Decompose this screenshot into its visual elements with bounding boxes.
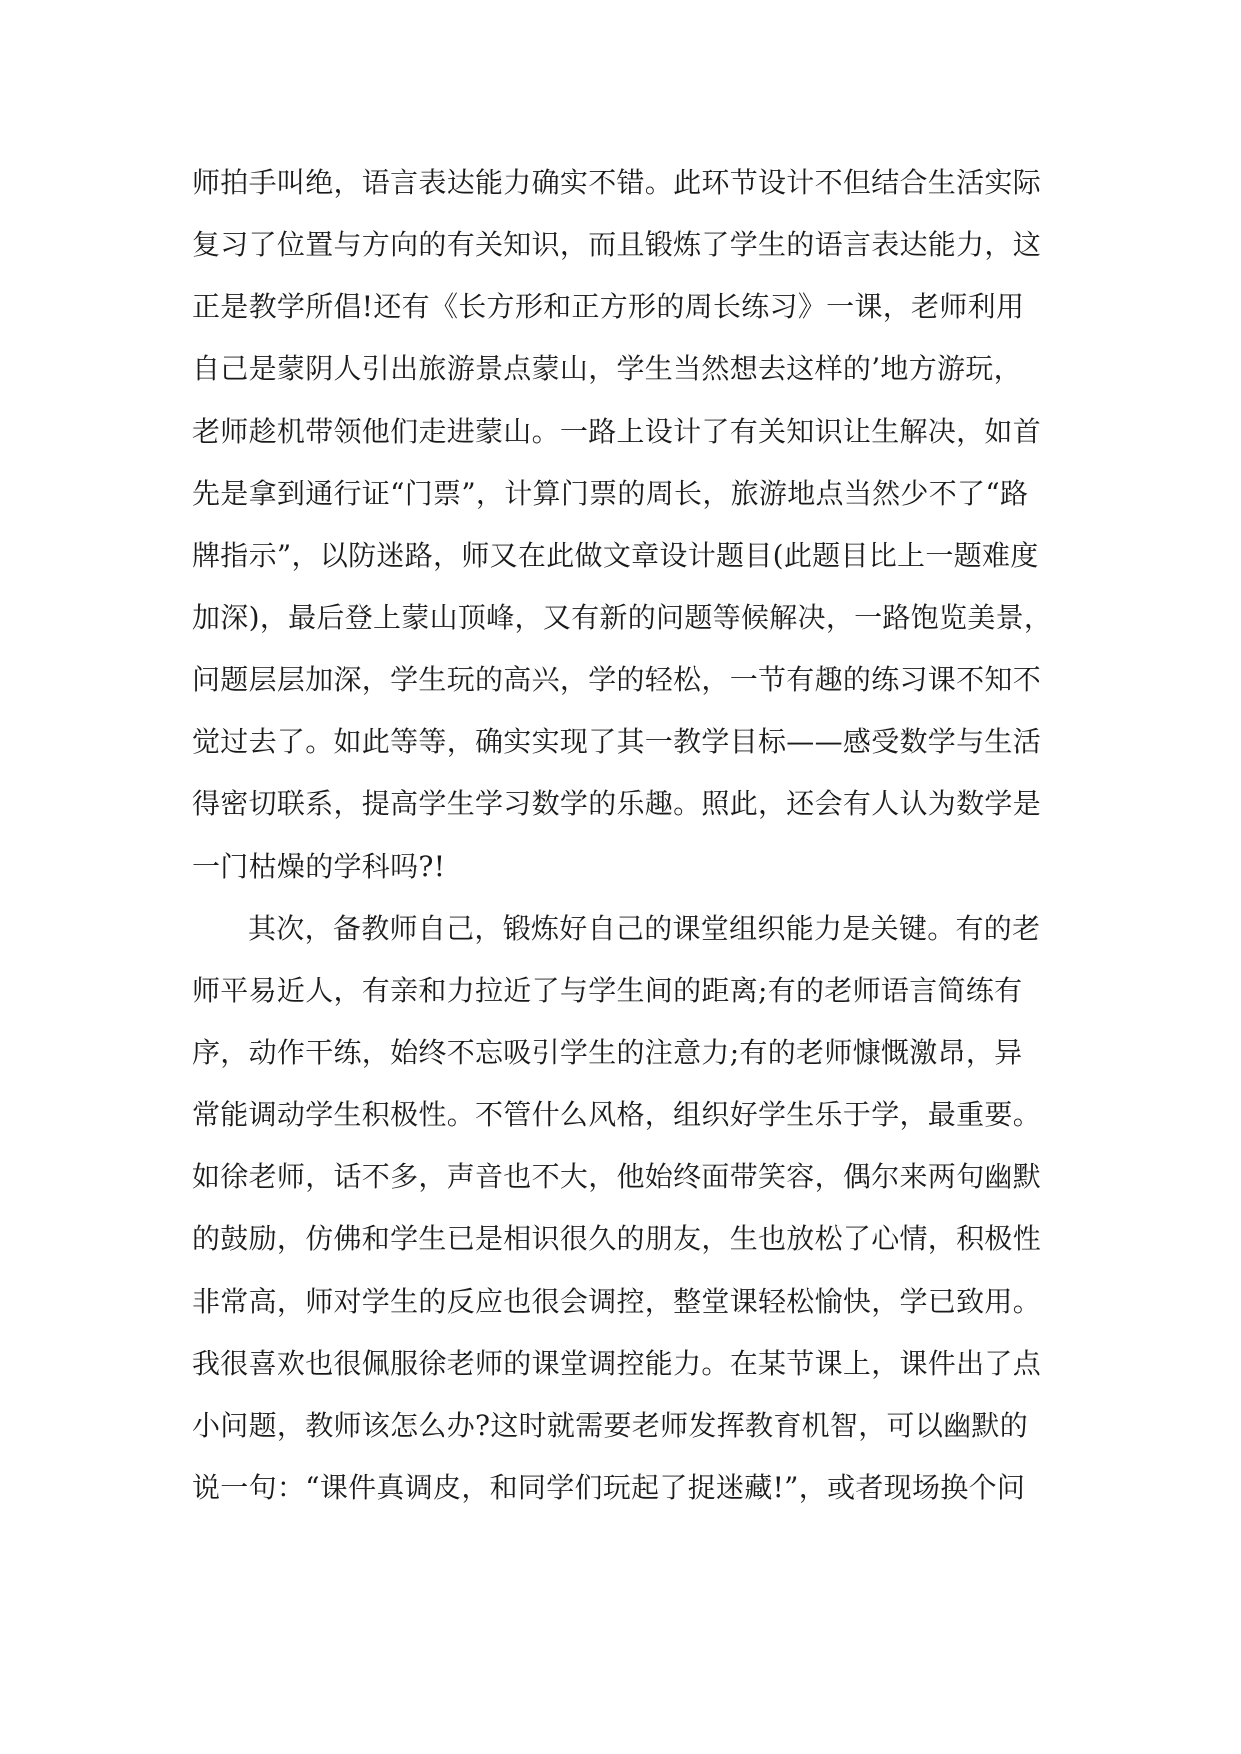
text-line: 说一句：“课件真调皮，和同学们玩起了捉迷藏!”，或者现场换个问	[192, 1470, 1026, 1504]
text-line: 常能调动学生积极性。不管什么风格，组织好学生乐于学，最重要。	[192, 1098, 1042, 1132]
text-line: 如徐老师，话不多，声音也不大，他始终面带笑容，偶尔来两句幽默	[192, 1160, 1042, 1194]
text-line: 非常高，师对学生的反应也很会调控，整堂课轻松愉快，学已致用。	[192, 1284, 1042, 1318]
text-line: 觉过去了。如此等等，确实实现了其一教学目标——感受数学与生活	[192, 725, 1042, 759]
text-line: 小问题，教师该怎么办?这时就需要老师发挥教育机智，可以幽默的	[192, 1408, 1029, 1442]
text-line: 得密切联系，提高学生学习数学的乐趣。照此，还会有人认为数学是	[192, 787, 1042, 821]
paragraph-first-line: 其次，备教师自己，锻炼好自己的课堂组织能力是关键。有的老	[248, 911, 1041, 945]
text-line: 师平易近人，有亲和力拉近了与学生间的距离;有的老师语言简练有	[192, 973, 1023, 1007]
text-line: 序，动作干练，始终不忘吸引学生的注意力;有的老师慷慨激昂，异	[192, 1035, 1023, 1069]
text-line: 正是教学所倡!还有《长方形和正方形的周长练习》一课，老师利用	[192, 290, 1025, 324]
text-line: 我很喜欢也很佩服徐老师的课堂调控能力。在某节课上，课件出了点	[192, 1346, 1042, 1380]
text-line: 牌指示”，以防迷路，师又在此做文章设计题目(此题目比上一题难度	[192, 538, 1039, 572]
text-line: 师拍手叫绝，语言表达能力确实不错。此环节设计不但结合生活实际	[192, 166, 1042, 199]
text-line: 问题层层加深，学生玩的高兴，学的轻松，一节有趣的练习课不知不	[192, 663, 1042, 697]
text-line: 先是拿到通行证“门票”，计算门票的周长，旅游地点当然少不了“路	[192, 476, 1029, 510]
text-line: 一门枯燥的学科吗?!	[192, 849, 446, 883]
text-line: 老师趁机带领他们走进蒙山。一路上设计了有关知识让生解决，如首	[192, 414, 1042, 448]
body-text	[192, 152, 1072, 1519]
text-line: 自己是蒙阴人引出旅游景点蒙山，学生当然想去这样的’地方游玩，	[192, 352, 1022, 386]
text-line: 复习了位置与方向的有关知识，而且锻炼了学生的语言表达能力，这	[192, 228, 1042, 262]
text-line: 加深)，最后登上蒙山顶峰，又有新的问题等候解决，一路饱览美景，	[192, 600, 1053, 634]
text-line: 的鼓励，仿佛和学生已是相识很久的朋友，生也放松了心情，积极性	[192, 1222, 1042, 1256]
